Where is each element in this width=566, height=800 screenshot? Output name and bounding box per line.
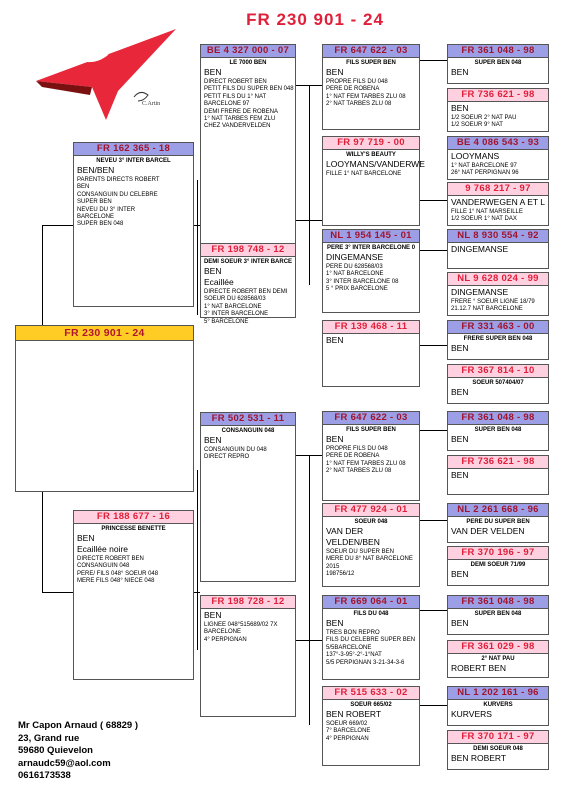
pigeon-notes: PERE DU 628568/03 1° NAT BARCELONE 3° INTER BARCELONE 08 5 ° PRIX BARCELONE xyxy=(326,264,399,293)
ancestor-card xyxy=(447,686,549,726)
subject-card xyxy=(15,325,194,492)
ring-number: FR 198 748 - 12 xyxy=(201,244,295,257)
pigeon-notes: DIRECTE ROBERT BEN CONSANGUIN 048 PERE/ FILS 048° SOEUR 048 MERE FILS 048° NIECE 048 xyxy=(77,556,159,585)
sire-card xyxy=(73,142,194,307)
ring-number: NL 1 202 161 - 96 xyxy=(448,687,548,700)
ring-number: FR 188 677 - 16 xyxy=(74,511,193,524)
ancestor-card xyxy=(447,364,549,404)
pigeon-name: BEN xyxy=(326,618,344,628)
pigeon-subtitle: DEMI SOEUR 048 xyxy=(473,746,523,752)
pigeon-subtitle: KURVERS xyxy=(483,702,513,708)
pigeon-subtitle: SUPER BEN 048 xyxy=(474,60,522,66)
ring-number: FR 361 048 - 98 xyxy=(448,45,548,58)
connector xyxy=(420,610,447,611)
ring-number: FR 370 171 - 97 xyxy=(448,731,548,744)
connector xyxy=(420,345,447,346)
grandparent-card xyxy=(200,595,296,717)
ancestor-card xyxy=(447,595,549,635)
connector xyxy=(420,520,447,521)
great-grandparent-card xyxy=(322,503,420,587)
great-grandparent-card xyxy=(322,595,420,680)
pigeon-name: BEN ROBERT xyxy=(451,753,507,763)
pigeon-notes: CONSANGUIN DU 048 DIRECT REPRO xyxy=(204,447,267,461)
connector xyxy=(420,430,447,431)
ring-number: FR 361 048 - 98 xyxy=(448,412,548,425)
owner-address xyxy=(18,720,138,783)
logo-signature: C.Artin xyxy=(142,101,161,107)
pigeon-subtitle: DEMI SOEUR 71/99 xyxy=(470,562,526,568)
ring-number: FR 331 463 - 00 xyxy=(448,321,548,334)
connector xyxy=(309,455,310,725)
pigeon-name: BEN xyxy=(451,434,469,444)
ring-number: BE 4 327 000 - 07 xyxy=(201,45,295,58)
pigeon-name: BEN xyxy=(451,343,469,353)
owner-name: Mr Capon Arnaud ( 68829 ) xyxy=(18,720,139,731)
pigeon-subtitle: NEVEU 3° INTER BARCEL xyxy=(96,158,171,164)
connector xyxy=(420,250,447,251)
pigeon-subtitle: SOEUR 507404/07 xyxy=(472,380,524,386)
pigeon-notes xyxy=(448,354,548,355)
dam-card xyxy=(73,510,194,680)
pigeon-subtitle: SUPER BEN 048 xyxy=(474,611,522,617)
ring-number: FR 477 924 - 01 xyxy=(323,504,419,517)
pigeon-notes: LIGNEE 048°515689/02 7X BARCELONE 4° PERPIGNAN xyxy=(204,622,278,643)
pigeon-name: BEN xyxy=(326,67,344,77)
pigeon-name: LOOYMANS xyxy=(451,151,500,161)
pigeon-name: BEN xyxy=(451,569,469,579)
connector xyxy=(420,200,447,201)
pigeon-name: BEN/BEN xyxy=(77,165,115,175)
pigeon-name: BEN xyxy=(326,335,344,345)
ring-number: FR 515 633 - 02 xyxy=(323,687,419,700)
ancestor-card xyxy=(447,88,549,132)
pigeon-subtitle: FRERE SUPER BEN 048 xyxy=(463,336,533,342)
pigeon-notes xyxy=(448,537,548,538)
ring-number: FR 736 621 - 98 xyxy=(448,89,548,102)
pigeon-name: BEN xyxy=(204,67,222,77)
pigeon-notes: TRES BON REPRO FILS DU CELEBRE SUPER BEN 5/5BARCELONE 137°-3-95°-2°-1°NAT 5/5 PERPIGNAN 3-21-34-3-6 xyxy=(326,630,416,666)
pigeon-subtitle: LE 7000 BEN xyxy=(229,60,267,66)
connector xyxy=(420,705,447,706)
pigeon-subtitle: CONSANGUIN 048 xyxy=(221,428,275,434)
pigeon-notes xyxy=(448,764,548,765)
owner-city: 59680 Quievelon xyxy=(18,745,93,756)
ring-number: FR 162 365 - 18 xyxy=(74,143,193,156)
pigeon-name: DINGEMANSE xyxy=(451,244,509,254)
pigeon-name: BEN xyxy=(451,103,469,113)
ring-number: FR 647 622 - 03 xyxy=(323,45,419,58)
pigeon-subtitle: WILLY'S BEAUTY xyxy=(346,152,396,158)
pigeon-subtitle: PRINCESSE BENETTE xyxy=(101,526,166,532)
pigeon-subtitle: SOEUR 665/02 xyxy=(350,702,392,708)
pigeon-subtitle: PERE 3° INTER BARCELONE 0 xyxy=(326,245,416,251)
pigeon-notes xyxy=(16,342,193,343)
pigeon-subtitle: 2° NAT PAU xyxy=(481,656,515,662)
pigeon-notes xyxy=(448,255,548,256)
great-grandparent-card xyxy=(322,320,420,387)
owner-phone: 0616173538 xyxy=(18,770,71,781)
ring-number: FR 230 901 - 24 xyxy=(16,326,193,341)
pigeon-notes: 1° NAT BARCELONE 97 26° NAT PERPIGNAN 96 xyxy=(451,163,519,177)
pigeon-subtitle: SOEUR 048 xyxy=(354,519,388,525)
ancestor-card xyxy=(447,730,549,770)
connector xyxy=(42,225,43,325)
pigeon-subtitle: DEMI SOEUR 3° INTER BARCE xyxy=(203,259,293,265)
connector xyxy=(420,60,447,61)
owner-street: 23, Grand rue xyxy=(18,732,80,744)
ancestor-card xyxy=(447,136,549,180)
pigeon-subtitle: SUPER BEN 048 xyxy=(474,427,522,433)
pigeon-notes: DIRECT ROBERT BEN PETIT FILS DU SUPER BEN 048 PETIT FILS DU 1° NAT BARCELONE 97 DEMI FRERE DE ROBENA 1° NAT TARBES FEM ZLU CHEZ VANDERVELDEN xyxy=(204,79,294,130)
ancestor-card xyxy=(447,44,549,84)
pigeon-notes: SOEUR DU SUPER BEN MERE DU 8° NAT BARCELONE 2015 198756/12 xyxy=(326,549,413,578)
ancestor-card xyxy=(447,546,549,586)
pigeon-notes xyxy=(448,580,548,581)
pigeon-name: LOOYMANS/VANDERWE xyxy=(326,159,425,169)
ring-number: FR 361 029 - 98 xyxy=(448,641,548,654)
ancestor-card xyxy=(447,455,549,495)
connector xyxy=(197,470,198,650)
pigeon-notes xyxy=(448,720,548,721)
pigeon-notes xyxy=(323,346,419,347)
ancestor-card xyxy=(447,320,549,360)
pigeon-name: BEN xyxy=(204,610,222,620)
page-title: FR 230 901 - 24 xyxy=(246,10,384,29)
pigeon-name: BEN xyxy=(451,470,469,480)
ring-number: FR 139 468 - 11 xyxy=(323,321,419,334)
grandparent-card xyxy=(200,243,296,325)
pigeon-name: BEN xyxy=(451,67,469,77)
ring-number: BE 4 086 543 - 93 xyxy=(448,137,548,150)
connector xyxy=(42,492,43,592)
pigeon-notes: PROPRE FILS DU 048 PERE DE ROBENA 1° NAT FEM TARBES ZLU 08 2° NAT TARBES ZLU 08 xyxy=(326,79,406,108)
pigeon-notes: FILLE 1° NAT MARSEILLE 1/2 SOEUR 1° NAT DAX xyxy=(451,209,523,223)
pigeon-notes xyxy=(448,629,548,630)
pigeon-notes: DIRECTE ROBERT BEN DEMI SOEUR DU 628568/03 1° NAT BARCELONE 3° INTER BARCELONE 5° BARCELONE xyxy=(204,289,288,325)
pigeon-notes xyxy=(448,481,548,482)
pigeon-name: VAN DER VELDEN/BEN xyxy=(326,526,380,547)
pigeon-notes xyxy=(448,398,548,399)
ancestor-card xyxy=(447,640,549,678)
ring-number: 9 768 217 - 97 xyxy=(448,183,548,196)
ring-number: FR 502 531 - 11 xyxy=(201,413,295,426)
pigeon-name: BEN xyxy=(204,435,222,445)
pigeon-name: BEN xyxy=(326,434,344,444)
connector xyxy=(42,225,73,226)
great-grandparent-card xyxy=(322,44,420,130)
ring-number: NL 9 628 024 - 99 xyxy=(448,273,548,286)
great-grandparent-card xyxy=(322,229,420,313)
ring-number: FR 736 621 - 98 xyxy=(448,456,548,469)
pigeon-notes: PARENTS DIRECTS ROBERT BEN CONSANGUIN DU CELEBRE SUPER BEN NEVEU DU 3° INTER BARCELONE SUPER BEN 048 xyxy=(77,177,160,228)
grandparent-card xyxy=(200,412,296,582)
ring-number: FR 669 064 - 01 xyxy=(323,596,419,609)
pigeon-name: DINGEMANSE xyxy=(326,252,384,262)
ancestor-card xyxy=(447,503,549,543)
ancestor-card xyxy=(447,229,549,269)
pigeon-name: BEN ROBERT xyxy=(326,709,382,719)
ancestor-card xyxy=(447,272,549,316)
ring-number: FR 370 196 - 97 xyxy=(448,547,548,560)
ring-number: FR 647 622 - 03 xyxy=(323,412,419,425)
great-grandparent-card xyxy=(322,686,420,766)
pigeon-name: DINGEMANSE xyxy=(451,287,509,297)
pigeon-notes: PROPRE FILS DU 048 PERE DE ROBENA 1° NAT FEM TARBES ZLU 08 2° NAT TARBES ZLU 08 xyxy=(326,446,406,475)
pigeon-name: BEN Ecaillée noire xyxy=(77,533,129,554)
great-grandparent-card xyxy=(322,136,425,226)
pigeon-notes xyxy=(448,445,548,446)
pigeon-notes xyxy=(448,78,548,79)
pigeon-subtitle: FILS DU 048 xyxy=(353,611,389,617)
pigeon-name: VAN DER VELDEN xyxy=(451,526,525,536)
ring-number: NL 8 930 554 - 92 xyxy=(448,230,548,243)
connector xyxy=(42,592,73,593)
pigeon-subtitle: PERE DU SUPER BEN xyxy=(466,519,530,525)
pigeon-name: BEN xyxy=(451,618,469,628)
pigeon-notes: 1/2 SOEUR 2° NAT PAU 1/2 SOEUR 9° NAT xyxy=(451,115,517,129)
ring-number: FR 97 719 - 00 xyxy=(323,137,419,150)
pigeon-name: ROBERT BEN xyxy=(451,663,506,673)
pigeon-name: BEN xyxy=(451,387,469,397)
ring-number: FR 361 048 - 98 xyxy=(448,596,548,609)
ancestor-card xyxy=(447,411,549,451)
ancestor-card xyxy=(447,182,549,226)
pigeon-subtitle: FILS SUPER BEN xyxy=(346,60,396,66)
connector xyxy=(309,85,310,285)
owner-email[interactable]: arnaudc59@aol.com xyxy=(18,757,111,769)
pigeon-name: VANDERWEGEN A ET L xyxy=(451,197,546,207)
pigeon-name: KURVERS xyxy=(451,709,492,719)
pigeon-notes: FRERE ° SOEUR LIGNE 18/79 21.12.7 NAT BARCELONE xyxy=(451,299,535,313)
ring-number: FR 198 728 - 12 xyxy=(201,596,295,609)
ring-number: NL 1 954 145 - 01 xyxy=(323,230,419,243)
pigeon-name: BEN Ecaillée xyxy=(204,266,234,287)
pigeon-notes xyxy=(448,674,548,675)
connector xyxy=(197,180,198,315)
dove-logo xyxy=(30,25,176,120)
pigeon-subtitle: FILS SUPER BEN xyxy=(346,427,396,433)
great-grandparent-card xyxy=(322,411,420,501)
pigeon-notes: FILLE 1° NAT BARCELONE xyxy=(326,171,402,177)
ring-number: FR 367 814 - 10 xyxy=(448,365,548,378)
ring-number: NL 2 261 668 - 96 xyxy=(448,504,548,517)
pigeon-notes: SOEUR 669/02 7° BARCELONE 4° PERPIGNAN xyxy=(326,721,371,742)
